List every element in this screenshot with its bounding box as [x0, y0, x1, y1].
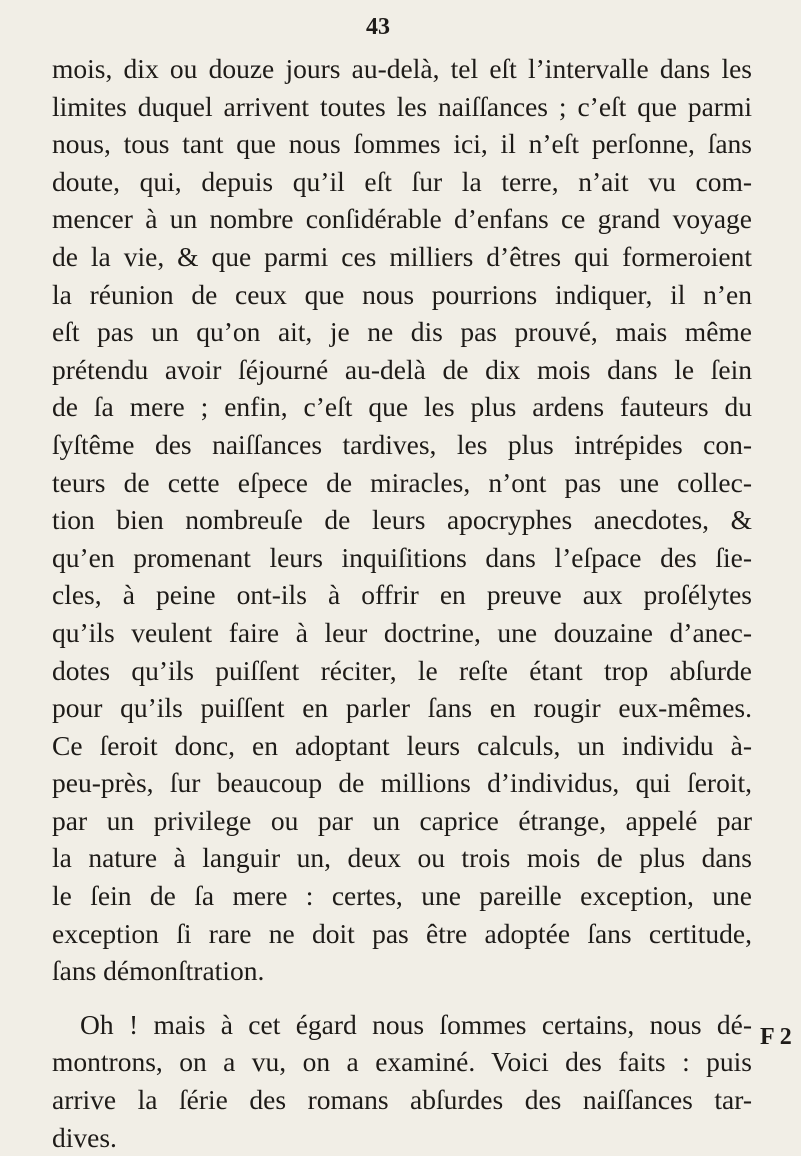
text-line: arrive la ſérie des romans abſurdes des naiſſances tar- — [52, 1084, 752, 1116]
text-line: qu’en promenant leurs inquiſitions dans l’eſpace des ſie- — [52, 541, 752, 573]
text-line: nous, tous tant que nous ſommes ici, il n’eſt perſonne, ſans — [52, 128, 752, 160]
text-line: doute, qui, depuis qu’il eſt ſur la terre, n’ait vu com- — [52, 165, 752, 197]
signature-mark: F 2 — [760, 1024, 792, 1050]
text-line: pour qu’ils puiſſent en parler ſans en rougir eux-mêmes. — [52, 692, 752, 724]
text-line: par un privilege ou par un caprice étrange, appelé par — [52, 804, 752, 836]
paragraph-1 — [52, 50, 752, 990]
text-line: eſt pas un qu’on ait, je ne dis pas prouvé, mais même — [52, 316, 752, 348]
text-line: de la vie, & que parmi ces milliers d’êtres qui formeroient — [52, 240, 752, 272]
text-line: peu-près, ſur beaucoup de millions d’individus, qui ſeroit, — [52, 767, 752, 799]
page-number: 43 — [366, 14, 390, 40]
text-line: mois, dix ou douze jours au-delà, tel eſt l’intervalle dans les — [52, 53, 752, 84]
text-line: prétendu avoir ſéjourné au-delà de dix mois dans le ſein — [52, 353, 752, 385]
text-line: dotes qu’ils puiſſent réciter, le reſte étant trop abſurde — [52, 654, 752, 686]
text-line: ſans démonſtration. — [52, 955, 265, 987]
text-line: le ſein de ſa mere : certes, une pareille exception, une — [52, 880, 752, 912]
text-line: mencer à un nombre conſidérable d’enfans ce grand voyage — [52, 203, 752, 235]
text-line: limites duquel arrivent toutes les naiſſances ; c’eſt que parmi — [52, 90, 752, 122]
paragraph-2 — [52, 1006, 752, 1156]
text-line: dives. — [52, 1121, 117, 1153]
text-line: cles, à peine ont-ils à offrir en preuve aux proſélytes — [52, 579, 752, 611]
text-line: qu’ils veulent faire à leur doctrine, une douzaine d’anec- — [52, 616, 752, 648]
text-line: montrons, on a vu, on a examiné. Voici des faits : puis — [52, 1046, 752, 1078]
text-line: teurs de cette eſpece de miracles, n’ont pas une collec- — [52, 466, 752, 498]
text-line: Ce ſeroit donc, en adoptant leurs calculs, un individu à- — [52, 729, 752, 761]
text-line: Oh ! mais à cet égard nous ſommes certains, nous dé- — [80, 1008, 752, 1040]
text-line: la nature à languir un, deux ou trois mois de plus dans — [52, 842, 752, 874]
text-line: tion bien nombreuſe de leurs apocryphes anecdotes, & — [52, 504, 752, 536]
text-line: exception ſi rare ne doit pas être adoptée ſans certitude, — [52, 917, 752, 949]
text-line: de ſa mere ; enfin, c’eſt que les plus ardens fauteurs du — [52, 391, 752, 423]
body-text — [52, 50, 752, 1156]
text-line: la réunion de ceux que nous pourrions indiquer, il n’en — [52, 278, 752, 310]
text-line: ſyſtême des naiſſances tardives, les plus intrépides con- — [52, 428, 752, 460]
